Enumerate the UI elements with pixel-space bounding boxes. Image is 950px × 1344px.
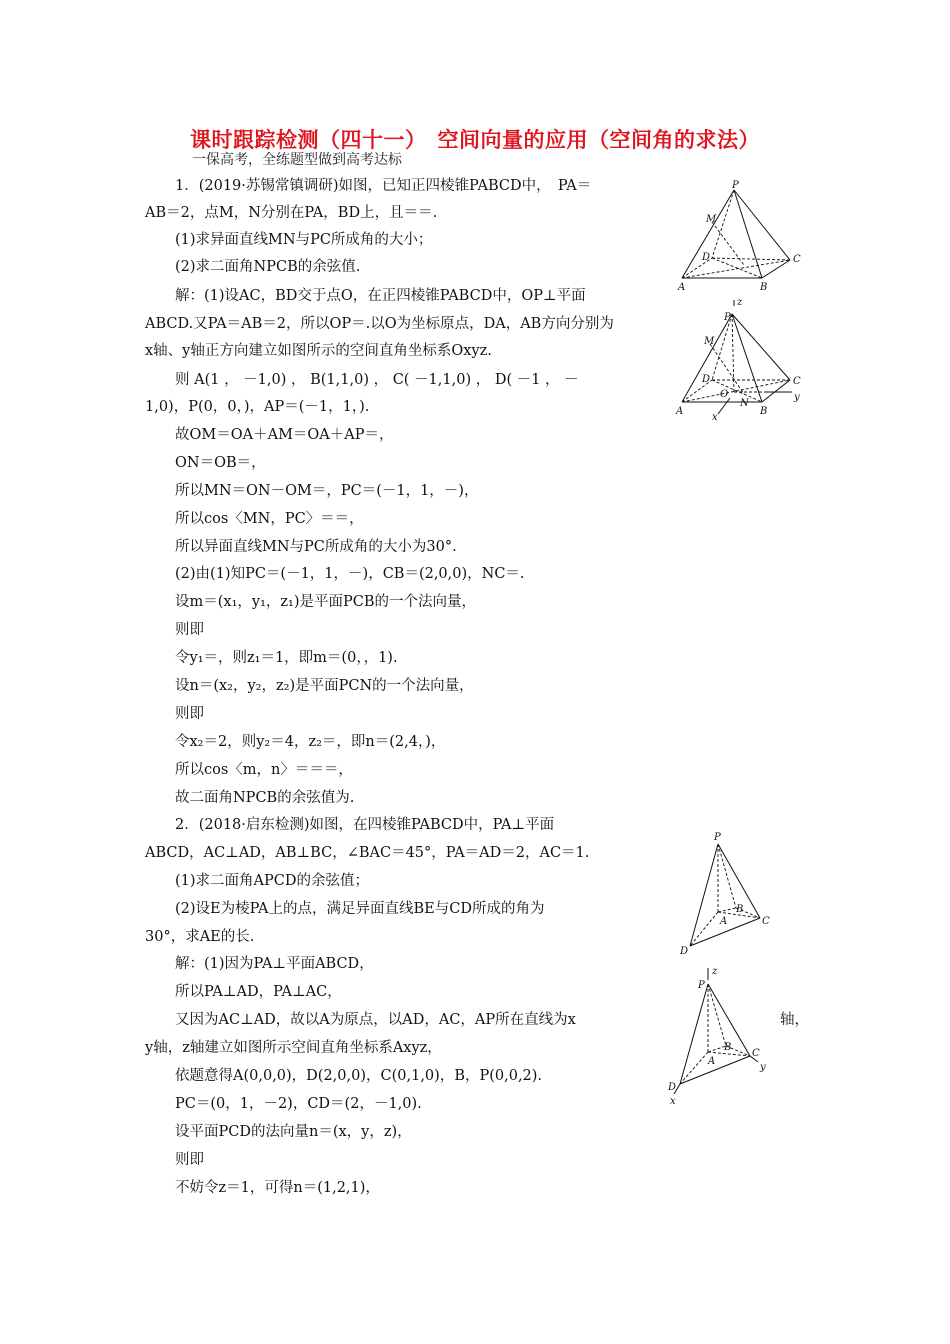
text-line: 所以异面直线MN与PC所成角的大小为30°. [175,539,457,555]
figure-pyramid-4 [660,964,785,1109]
fig4-label: x [670,1096,676,1107]
fig3-label: P [714,832,721,843]
fig2-label: z [737,298,743,308]
fig4-label: A [708,1056,716,1067]
text-line: ABCD.又PA＝AB＝2，所以OP＝.以O为坐标原点，DA，AB方向分别为 [145,316,614,332]
fig2-label: x [712,412,718,422]
fig4-label: y [760,1062,766,1073]
text-line: (2)求二面角NPCB的余弦值. [175,259,361,275]
fig3-label: C [762,916,770,927]
text-line: 1,0)，P(0，0，)，AP＝(－1，1，). [145,399,370,415]
text-line: 故二面角NPCB的余弦值为. [175,790,355,806]
text-line: ABCD，AC⊥AD，AB⊥BC，∠BAC＝45°，PA＝AD＝2，AC＝1. [145,845,590,861]
fig1-label: P [732,180,739,191]
page-subtitle: 一保高考，全练题型做到高考达标 [192,152,402,168]
text-line: ON＝OB＝， [175,455,266,471]
text-line: 所以cos〈MN，PC〉＝＝， [175,511,364,527]
text-line: 设n＝(x₂，y₂，z₂)是平面PCN的一个法向量， [175,678,474,694]
fig1-label: C [793,254,801,265]
fig1-label: A [678,282,686,293]
figure-pyramid-2 [672,298,822,422]
text-line: 依题意得A(0,0,0)，D(2,0,0)，C(0,1,0)，B，P(0,0,2). [175,1068,543,1084]
fig1-label: M [706,214,717,225]
fig2-label: B [760,406,768,417]
text-line: 不妨令z＝1，可得n＝(1,2,1)， [175,1180,380,1196]
text-line: PC＝(0，1，－2)，CD＝(2，－1,0). [175,1096,422,1112]
text-line: y轴，z轴建立如图所示空间直角坐标系Axyz， [145,1040,442,1056]
fig4-label: z [712,966,718,977]
text-line: 所以MN＝ON－OM＝，PC＝(－1，1，－)， [175,483,479,499]
text-line: 设m＝(x₁，y₁，z₁)是平面PCB的一个法向量， [175,594,477,610]
fig1-label: D [702,252,711,263]
text-line: x轴、y轴正方向建立如图所示的空间直角坐标系Oxyz. [145,343,492,359]
fig2-label: O [720,389,729,400]
figure-pyramid-1 [672,180,812,295]
text-line: 则即 [175,622,204,638]
fig3-label: B [736,904,744,915]
text-line: 2．(2018·启东检测)如图，在四棱锥PABCD中，PA⊥平面 [175,817,555,833]
fig2-label: P [724,312,731,323]
text-line: 则即 [175,1152,204,1168]
fig3-label: D [680,946,689,957]
text-line: 则 A(1 ， －1,0) ， B(1,1,0) ， C( －1,1,0) ， D( －1 ， － [175,372,579,388]
text-line: (1)求二面角APCD的余弦值； [175,873,369,889]
text-line: 30°，求AE的长. [145,929,255,945]
text-line: 设平面PCD的法向量n＝(x，y，z)， [175,1124,412,1140]
fig4-label: C [752,1048,760,1059]
text-line: 解：(1)因为PA⊥平面ABCD， [175,956,374,972]
text-line: 则即 [175,706,204,722]
fig2-label: D [702,374,711,385]
fig2-label: C [793,376,801,387]
fig3-label: A [720,916,728,927]
fig2-label: N [740,398,749,409]
text-line: (2)由(1)知PC＝(－1，1，－)，CB＝(2,0,0)，NC＝. [175,566,525,582]
page-title: 课时跟踪检测（四十一） 空间向量的应用（空间角的求法） [190,128,760,152]
text-line: AB＝2，点M，N分别在PA，BD上，且＝＝. [145,205,438,221]
text-line: 1．(2019·苏锡常镇调研)如图，已知正四棱锥PABCD中， PA＝ [175,178,592,194]
text-line: (2)设E为棱PA上的点，满足异面直线BE与CD所成的角为 [175,901,545,917]
fig1-label: B [760,282,768,293]
text-line: 解：(1)设AC，BD交于点O，在正四棱锥PABCD中，OP⊥平面 [175,288,586,304]
text-line: 又因为AC⊥AD，故以A为原点，以AD，AC，AP所在直线为x [175,1012,576,1028]
fig2-label: y [794,392,800,403]
figure-pyramid-3 [672,830,792,960]
text-line: 所以cos〈m，n〉＝＝＝， [175,762,353,778]
text-line: 所以PA⊥AD，PA⊥AC， [175,984,342,1000]
text-line: 轴， [780,1012,809,1028]
fig2-label: M [704,336,715,347]
fig4-label: P [698,980,705,991]
fig4-label: D [668,1082,677,1093]
fig2-label: A [676,406,684,417]
text-line: 令y₁＝，则z₁＝1，即m＝(0，，1). [175,650,398,666]
text-line: (1)求异面直线MN与PC所成角的大小； [175,232,433,248]
fig4-label: B [724,1042,732,1053]
text-line: 故OM＝OA＋AM＝OA＋AP＝， [175,427,394,443]
text-line: 令x₂＝2，则y₂＝4，z₂＝，即n＝(2,4，)， [175,734,446,750]
